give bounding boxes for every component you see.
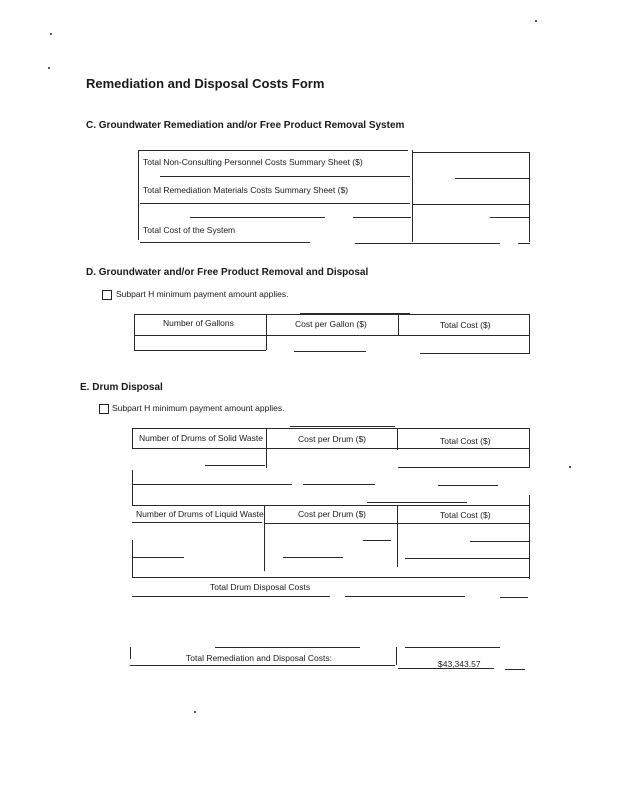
section-e-checkbox-label: Subpart H minimum payment amount applies. (112, 403, 285, 413)
page-title: Remediation and Disposal Costs Form (86, 76, 325, 91)
scan-speck (50, 33, 52, 35)
materials-costs-label: Total Remediation Materials Costs Summary Sheet ($) (143, 185, 349, 195)
scan-speck (569, 466, 571, 468)
system-total-label: Total Cost of the System (143, 225, 236, 235)
solid-total-cost-header: Total Cost ($) (440, 436, 491, 446)
gallons-header: Number of Gallons (163, 318, 234, 328)
liquid-cost-per-drum-header: Cost per Drum ($) (298, 509, 367, 519)
liquid-total-cost-header: Total Cost ($) (440, 510, 491, 520)
grand-total-label: Total Remediation and Disposal Costs: (186, 653, 332, 663)
d-total-cost-header: Total Cost ($) (440, 320, 491, 330)
scan-speck (48, 67, 50, 69)
personnel-costs-label: Total Non-Consulting Personnel Costs Summary Sheet ($) (143, 157, 363, 167)
grand-total-value: $43,343.57 (438, 659, 481, 669)
scan-speck (535, 20, 537, 22)
section-c-heading: C. Groundwater Remediation and/or Free Product Removal System (86, 120, 405, 131)
section-d-checkbox-label: Subpart H minimum payment amount applies. (116, 289, 289, 299)
solid-drums-header: Number of Drums of Solid Waste (139, 433, 263, 443)
drum-disposal-total-label: Total Drum Disposal Costs (210, 582, 311, 592)
scan-speck (194, 711, 196, 713)
cost-per-gallon-header: Cost per Gallon ($) (295, 319, 367, 329)
solid-cost-per-drum-header: Cost per Drum ($) (298, 434, 367, 444)
section-e-minimum-checkbox[interactable] (99, 404, 109, 414)
liquid-drums-header: Number of Drums of Liquid Waste (136, 509, 264, 519)
section-d-heading: D. Groundwater and/or Free Product Removal and Disposal (86, 267, 369, 278)
section-e-heading: E. Drum Disposal (80, 382, 163, 393)
section-d-minimum-checkbox[interactable] (102, 290, 112, 300)
